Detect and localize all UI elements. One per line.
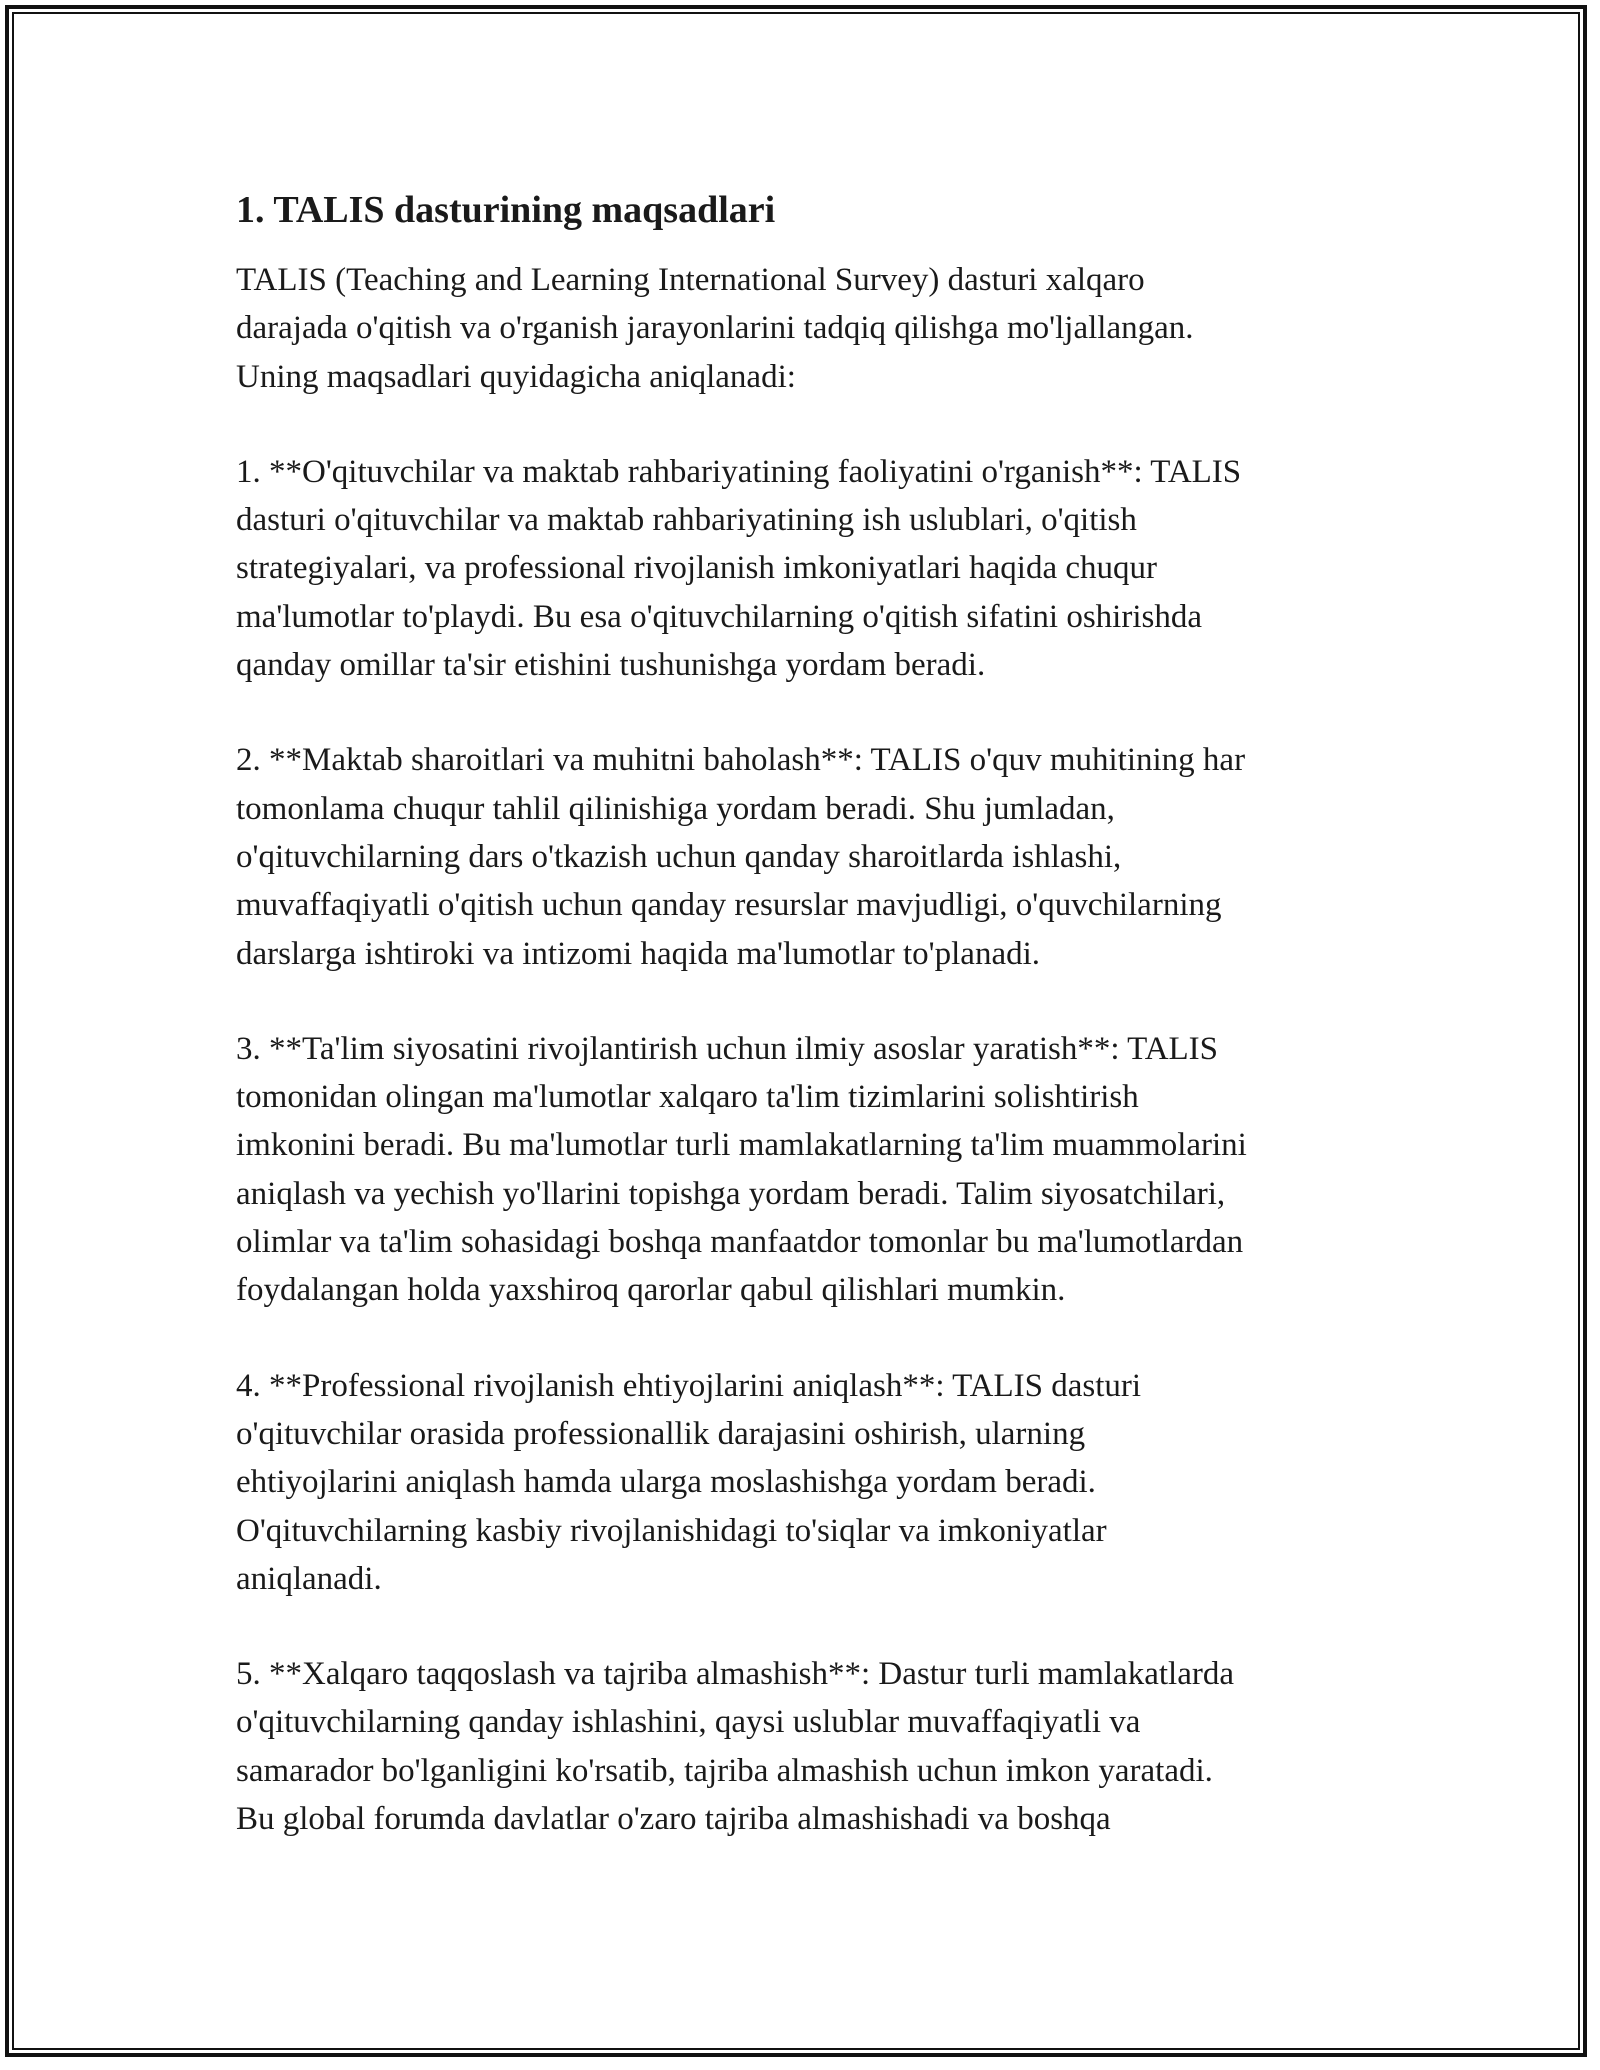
text-line: Uning maqsadlari quyidagicha aniqlanadi: — [236, 358, 796, 395]
text-line: foydalangan holda yaxshiroq qarorlar qabul qilishlari mumkin. — [236, 1272, 1066, 1309]
text-line: Bu global forumda davlatlar o'zaro tajriba almashishadi va boshqa — [236, 1801, 1111, 1838]
text-line: darslarga ishtiroki va intizomi haqida ma'lumotlar to'planadi. — [236, 935, 1041, 972]
list-item-paragraph-3 — [236, 1025, 1376, 1315]
text-line: aniqlash va yechish yo'llarini topishga yordam beradi. Talim siyosatchilari, — [236, 1175, 1226, 1212]
text-line: ehtiyojlarini aniqlash hamda ularga moslashishga yordam beradi. — [236, 1464, 1096, 1501]
text-line: tomonlama chuqur tahlil qilinishiga yordam beradi. Shu jumladan, — [236, 790, 1115, 827]
text-line: 3. **Ta'lim siyosatini rivojlantirish uchun ilmiy asoslar yaratish**: TALIS — [236, 1030, 1219, 1067]
list-item-paragraph-1 — [236, 448, 1376, 689]
section-heading: 1. TALIS dasturining maqsadlari — [236, 189, 776, 231]
text-line: 1. **O'qituvchilar va maktab rahbariyatining faoliyatini o'rganish**: TALIS — [236, 453, 1242, 490]
text-line: olimlar va ta'lim sohasidagi boshqa manfaatdor tomonlar bu ma'lumotlardan — [236, 1224, 1244, 1261]
text-line: o'qituvchilarning dars o'tkazish uchun qanday sharoitlarda ishlashi, — [236, 838, 1122, 875]
text-line: 4. **Professional rivojlanish ehtiyojlarini aniqlash**: TALIS dasturi — [236, 1367, 1142, 1404]
text-line: 5. **Xalqaro taqqoslash va tajriba almashish**: Dastur turli mamlakatlarda — [236, 1656, 1234, 1693]
list-item-paragraph-5 — [236, 1650, 1376, 1843]
intro-paragraph — [236, 256, 1376, 401]
text-line: samarador bo'lganligini ko'rsatib, tajriba almashish uchun imkon yaratadi. — [236, 1752, 1213, 1789]
text-line: O'qituvchilarning kasbiy rivojlanishidagi to'siqlar va imkoniyatlar — [236, 1512, 1107, 1549]
text-line: aniqlanadi. — [236, 1560, 382, 1597]
text-line: ma'lumotlar to'playdi. Bu esa o'qituvchilarning o'qitish sifatini oshirishda — [236, 598, 1202, 635]
list-item-paragraph-4 — [236, 1362, 1376, 1603]
text-line: darajada o'qitish va o'rganish jarayonlarini tadqiq qilishga mo'ljallangan. — [236, 310, 1194, 347]
document-body — [236, 186, 1376, 1890]
text-line: TALIS (Teaching and Learning International Survey) dasturi xalqaro — [236, 262, 1145, 298]
text-line: dasturi o'qituvchilar va maktab rahbariyatining ish uslublari, o'qitish — [236, 502, 1137, 539]
text-line: strategiyalari, va professional rivojlanish imkoniyatlari haqida chuqur — [236, 550, 1157, 587]
text-line: 2. **Maktab sharoitlari va muhitni baholash**: TALIS o'quv muhitining har — [236, 742, 1246, 779]
list-item-paragraph-2 — [236, 736, 1376, 977]
text-line: o'qituvchilarning qanday ishlashini, qaysi uslublar muvaffaqiyatli va — [236, 1704, 1141, 1741]
text-line: muvaffaqiyatli o'qitish uchun qanday resurslar mavjudligi, o'quvchilarning — [236, 887, 1222, 924]
text-line: tomonidan olingan ma'lumotlar xalqaro ta'lim tizimlarini solishtirish — [236, 1079, 1139, 1116]
text-line: o'qituvchilar orasida professionallik darajasini oshirish, ularning — [236, 1415, 1086, 1452]
text-line: imkonini beradi. Bu ma'lumotlar turli mamlakatlarning ta'lim muammolarini — [236, 1127, 1247, 1164]
text-line: qanday omillar ta'sir etishini tushunishga yordam beradi. — [236, 647, 986, 684]
